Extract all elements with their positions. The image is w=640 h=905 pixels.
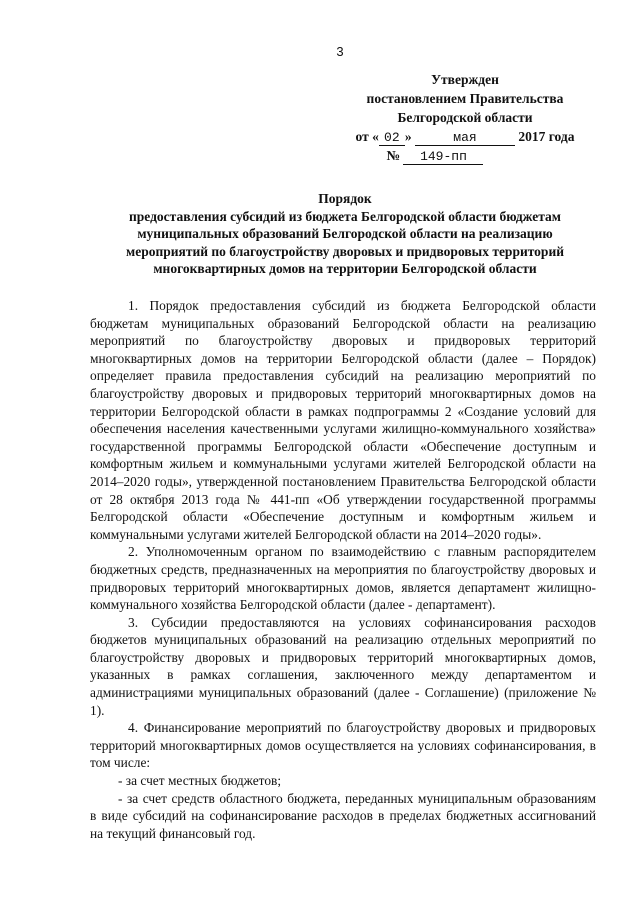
date-month: мая — [415, 130, 515, 146]
paragraph-1: 1. Порядок предоставления субсидий из бюджета Белгородской области бюджетам муниципальных образований Белгородской области на реализацию мероприятий по благоустройству дворовых и придворовых территорий многоквартирных домов на территории Белгородской области (далее – Порядок) определяет правила предоставления субсидий на реализацию мероприятий по благоустройству дворовых и придворовых территорий многоквартирных домов на территории Белгородской области в рамках подпрограммы 2 «Создание условий для обеспечения населения качественными услугами жилищно-коммунального хозяйства» государственной программы Белгородской области «Обеспечение доступным и комфортным жильем и коммунальными услугами жителей Белгородской области на 2014–2020 годы», утвержденной постановлением Правительства Белгородской области от 28 октября 2013 года № 441-пп «Об утверждении государственной программы Белгородской области «Обеспечение доступным и комфортным жильем и коммунальными услугами жителей Белгородской области на 2014–2020 годы». — [90, 298, 596, 542]
approval-number-line — [330, 146, 600, 165]
date-close: » — [404, 129, 412, 144]
document-title — [100, 190, 590, 278]
date-day: 02 — [379, 130, 405, 146]
paragraph-4: 4. Финансирование мероприятий по благоустройству дворовых и придворовых территорий многоквартирных домов осуществляется на условиях софинансирования, в том числе: — [90, 720, 596, 771]
document-body — [90, 297, 596, 842]
bullet-1: - за счет местных бюджетов; — [118, 773, 282, 789]
date-prefix: от « — [355, 129, 379, 144]
page-number: 3 — [336, 44, 344, 59]
paragraph-3: 3. Субсидии предоставляются на условиях софинансирования расходов бюджетов муниципальных образований на реализацию отдельных мероприятий по благоустройству дворовых и придворовых территорий многоквартирных домов, указанных в рамках соглашения, заключенного между департаментом и администрациями муниципальных образований (далее - Соглашение) (приложение № 1). — [90, 614, 596, 718]
paragraph-2: 2. Уполномоченным органом по взаимодействию с главным распорядителем бюджетных средств, предназначенных на мероприятия по благоустройству дворовых и придворовых территорий многоквартирных домов, является департамент жилищно-коммунального хозяйства Белгородской области (далее - департамент). — [90, 544, 596, 613]
title-subtitle: предоставления субсидий из бюджета Белгородской области бюджетам муниципальных образований Белгородской области на реализацию мероприятий по благоустройству дворовых и придворовых территорий многоквартирных домов на территории Белгородской области — [126, 208, 564, 276]
approval-line-1: Утвержден — [431, 72, 499, 87]
approval-line-3: Белгородской области — [397, 110, 533, 125]
approval-line-2: постановлением Правительства — [366, 91, 564, 106]
title-heading: Порядок — [318, 191, 372, 206]
approval-block — [330, 70, 600, 165]
number-value: 149-пп — [403, 149, 483, 165]
number-label: № — [386, 148, 401, 163]
date-year: 2017 года — [518, 129, 575, 144]
approval-date-line — [330, 127, 600, 146]
bullet-2: - за счет средств областного бюджета, переданных муниципальным образованиям в виде субсидий на софинансирование расходов в пределах бюджетных ассигнований на текущий финансовый год. — [90, 790, 596, 841]
